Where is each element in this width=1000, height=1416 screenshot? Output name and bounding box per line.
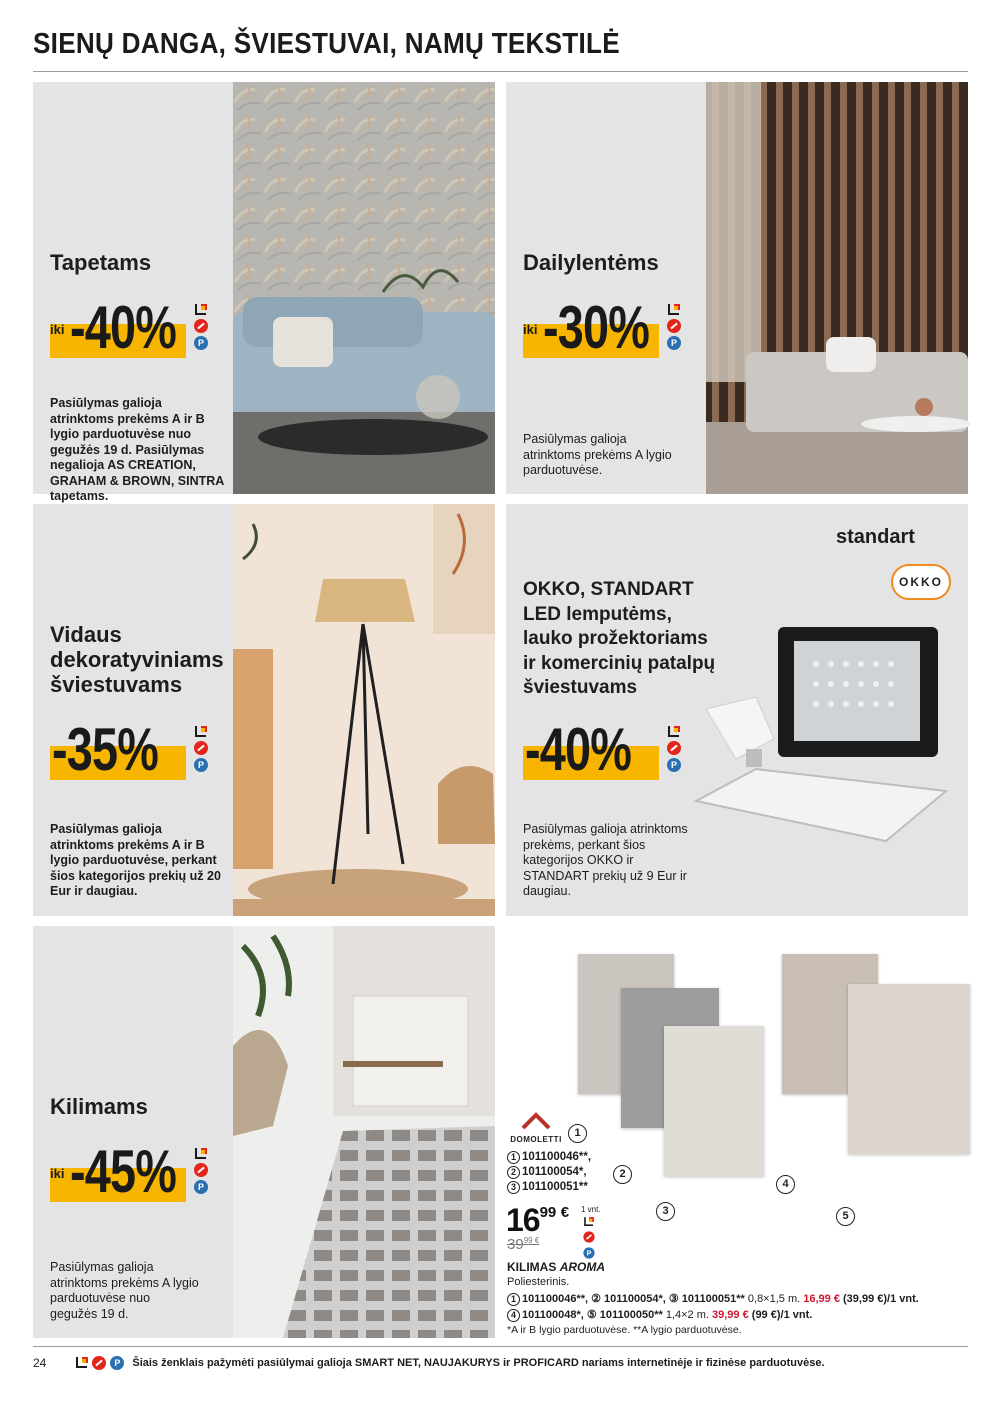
member-icons bbox=[581, 1216, 597, 1260]
badge-prefix: iki bbox=[50, 322, 65, 337]
no-discount-icon bbox=[194, 319, 208, 333]
offer-note: Pasiūlymas galioja atrinktoms prekėms A ir B lygio parduotuvėse, perkant šios kategorijos prekių už 20 Eur ir daugiau. bbox=[50, 822, 221, 898]
brand-name: DOMOLETTI bbox=[510, 1135, 562, 1144]
price-current bbox=[506, 1202, 569, 1239]
member-icons bbox=[76, 1356, 124, 1370]
heading-line: lauko prožektoriams bbox=[523, 628, 708, 649]
heading-line: ir komercinių patalpų bbox=[523, 652, 716, 674]
offer-note: Pasiūlymas galioja atrinktoms prekėms A lygio parduotuvėse nuo gegužės 19 d. bbox=[50, 1260, 199, 1321]
proficard-icon: P bbox=[194, 336, 208, 350]
product-name: KILIMAS AROMA bbox=[507, 1260, 606, 1274]
smartnet-icon bbox=[668, 726, 680, 738]
no-discount-icon bbox=[583, 1231, 594, 1242]
price-old bbox=[507, 1236, 539, 1254]
page-title: SIENŲ DANGA, ŠVIESTUVAI, NAMŲ TEKSTILĖ bbox=[33, 28, 620, 60]
led-floodlight-image bbox=[696, 619, 958, 859]
heading-line: šviestuvams bbox=[50, 672, 183, 697]
member-icons bbox=[666, 304, 682, 350]
card-heading bbox=[50, 622, 224, 697]
old-int: 39 bbox=[507, 1236, 524, 1253]
price-int: 16 bbox=[506, 1202, 540, 1238]
discount-value: -40% bbox=[70, 294, 177, 361]
smartnet-icon bbox=[195, 1148, 207, 1160]
footer-divider bbox=[33, 1346, 968, 1347]
product-panel-kilimas-aroma[interactable] bbox=[506, 926, 968, 1338]
discount-value: -35% bbox=[52, 716, 159, 783]
member-icons bbox=[193, 304, 209, 350]
code-row: 3 101100051** bbox=[507, 1180, 591, 1195]
card-heading: Kilimams bbox=[50, 1094, 148, 1119]
rug-hallway-image bbox=[233, 926, 495, 1338]
member-icons bbox=[666, 726, 682, 772]
no-discount-icon bbox=[667, 319, 681, 333]
card-heading: Tapetams bbox=[50, 250, 152, 275]
old-dec: 99 € bbox=[523, 1236, 540, 1245]
discount-value: -45% bbox=[70, 1138, 177, 1205]
wallpaper-living-room-image bbox=[233, 82, 495, 494]
code-row: 2 101100054*, bbox=[507, 1165, 591, 1180]
no-discount-icon bbox=[92, 1356, 106, 1370]
discount-badge bbox=[50, 1138, 186, 1205]
code-row: 1 101100046**, bbox=[507, 1150, 591, 1165]
rug-image-3 bbox=[664, 1026, 764, 1176]
rug-image-5 bbox=[848, 984, 970, 1154]
proficard-icon: P bbox=[583, 1247, 594, 1258]
standart-logo bbox=[836, 526, 915, 549]
price-currency: € bbox=[560, 1204, 570, 1221]
product-material: Poliesterinis. bbox=[507, 1276, 570, 1288]
variant-line-2: 4 101100048*, ⑤ 101100050** 1,4×2 m. 39,99 € (99 €)/1 vnt. bbox=[507, 1308, 812, 1322]
page-footer bbox=[33, 1356, 825, 1370]
promo-card-okko-standart[interactable] bbox=[506, 504, 968, 916]
offer-note: Pasiūlymas galioja atrinktoms prekėms A ir B lygio parduotuvėse nuo gegužės 19 d. Pasiūlymas negalioja AS CREATION, GRAHAM & BROWN, SINTRA tapetams. bbox=[50, 396, 224, 503]
no-discount-icon bbox=[194, 1163, 208, 1177]
rug-label-2: 2 bbox=[613, 1165, 632, 1184]
proficard-icon: P bbox=[667, 336, 681, 350]
rug-label-5: 5 bbox=[836, 1207, 855, 1226]
variant-line-1: 1 101100046**, ② 101100054*, ③ 101100051** 0,8×1,5 m. 16,99 € (39,99 €)/1 vnt. bbox=[507, 1292, 919, 1306]
no-discount-icon bbox=[667, 741, 681, 755]
promo-card-sviestuvams[interactable] bbox=[33, 504, 495, 916]
domoletti-logo bbox=[506, 1112, 566, 1144]
offer-note: Pasiūlymas galioja atrinktoms prekėms A lygio parduotuvėse. bbox=[523, 432, 672, 477]
member-icons bbox=[193, 726, 209, 772]
heading-line: Vidaus bbox=[50, 622, 122, 647]
smartnet-icon bbox=[584, 1217, 594, 1227]
card-heading bbox=[523, 578, 715, 701]
proficard-icon: P bbox=[194, 758, 208, 772]
offer-note: Pasiūlymas galioja atrinktoms prekėms, perkant šios kategorijos OKKO ir STANDART prekių už 9 Eur ir daugiau. bbox=[523, 822, 688, 898]
member-icons bbox=[193, 1148, 209, 1194]
smartnet-icon bbox=[195, 726, 207, 738]
promo-card-tapetams[interactable] bbox=[33, 82, 495, 503]
roof-icon bbox=[521, 1112, 551, 1130]
promo-card-kilimams[interactable] bbox=[33, 926, 495, 1338]
badge-prefix: iki bbox=[523, 322, 538, 337]
promo-card-dailylentems[interactable] bbox=[506, 82, 968, 494]
discount-badge bbox=[50, 716, 186, 783]
price-dec: 99 bbox=[539, 1204, 557, 1221]
price-unit: 1 vnt. bbox=[581, 1205, 601, 1214]
discount-value: -40% bbox=[525, 716, 632, 783]
rug-label-4: 4 bbox=[776, 1175, 795, 1194]
smartnet-icon bbox=[76, 1357, 88, 1369]
card-heading: Dailylentėms bbox=[523, 250, 659, 275]
discount-badge bbox=[523, 294, 659, 361]
badge-prefix: iki bbox=[50, 1166, 65, 1181]
discount-value: -30% bbox=[543, 294, 650, 361]
proficard-icon: P bbox=[667, 758, 681, 772]
discount-badge bbox=[50, 294, 186, 361]
product-codes bbox=[507, 1150, 591, 1195]
footer-text: Šiais ženklais pažymėti pasiūlymai galioja SMART NET, NAUJAKURYS ir PROFICARD nariams internetinėje ir fizinėse parduotuvėse. bbox=[132, 1357, 825, 1369]
okko-logo bbox=[891, 564, 951, 600]
wood-panel-room-image bbox=[706, 82, 968, 494]
heading-line: LED lemputėms, bbox=[523, 603, 672, 625]
rug-label-3: 3 bbox=[656, 1202, 675, 1221]
brand-text: OKKO bbox=[899, 575, 943, 589]
proficard-icon: P bbox=[110, 1356, 124, 1370]
page-number: 24 bbox=[33, 1356, 47, 1370]
floor-lamp-image bbox=[233, 504, 495, 916]
title-divider bbox=[33, 71, 968, 72]
heading-line: OKKO, STANDART bbox=[523, 579, 694, 600]
proficard-icon: P bbox=[194, 1180, 208, 1194]
footnote: *A ir B lygio parduotuvėse. **A lygio parduotuvėse. bbox=[507, 1324, 742, 1336]
smartnet-icon bbox=[668, 304, 680, 316]
smartnet-icon bbox=[195, 304, 207, 316]
heading-line: dekoratyviniams bbox=[50, 647, 224, 672]
discount-badge bbox=[523, 716, 659, 783]
rug-label-1: 1 bbox=[568, 1124, 587, 1143]
heading-line: šviestuvams bbox=[523, 677, 638, 698]
brand-text: standart bbox=[836, 526, 915, 548]
no-discount-icon bbox=[194, 741, 208, 755]
